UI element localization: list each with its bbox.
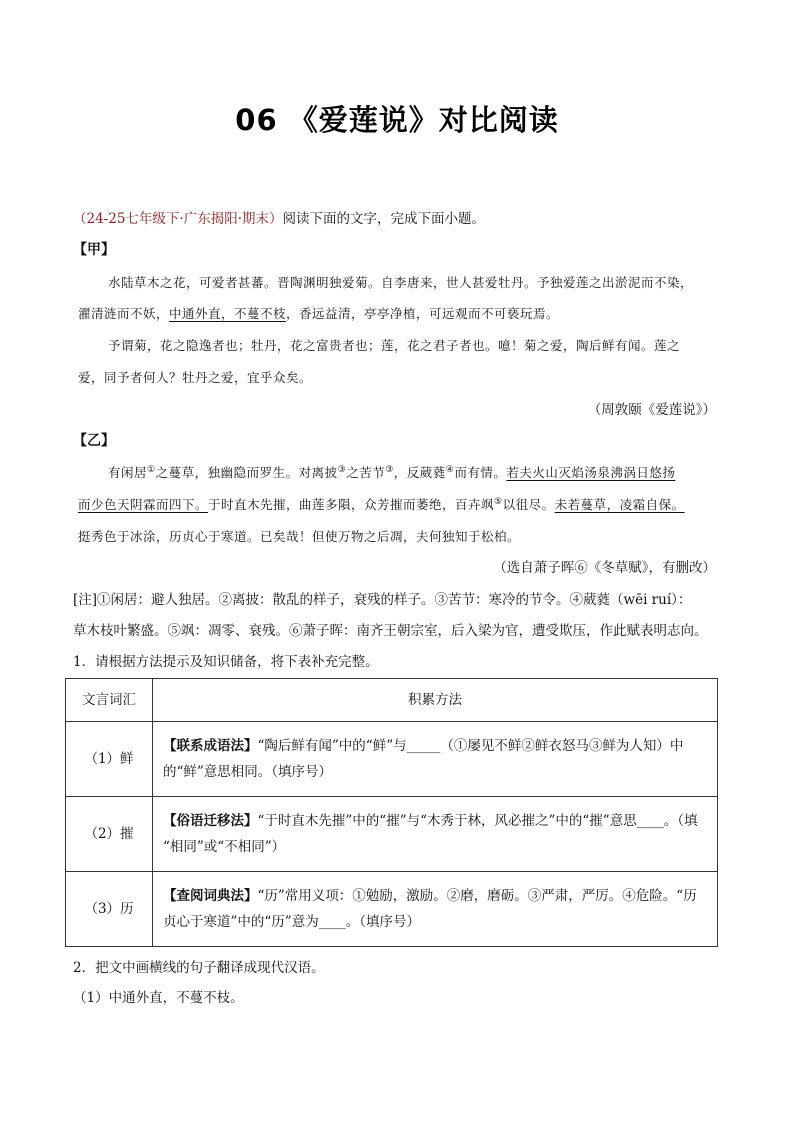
question-2-stem: 2．把文中画横线的句子翻译成现代汉语。	[73, 960, 325, 976]
underlined-sentence: 中通外直，不蔓不枝	[169, 306, 287, 321]
note-marker: ①	[147, 464, 156, 475]
intro-instruction: 阅读下面的文字，完成下面小题。	[282, 211, 486, 227]
table-cell-method	[153, 797, 718, 872]
yi-text: 以徂尽。	[502, 497, 555, 512]
yi-text: 有闲居	[108, 465, 148, 480]
jia-paragraph-1-line-1: 水陆草木之花，可爱者甚蕃。晋陶渊明独爱菊。自李唐来，世人甚爱牡丹。予独爱莲之出淤泥而不染，	[108, 275, 694, 290]
table-cell-word: （1）鲜	[66, 722, 153, 797]
underlined-sentence: 而少色天阴霖而四下。	[78, 497, 209, 512]
table-cell-method	[153, 872, 718, 947]
intro-line	[73, 209, 485, 229]
jia-paragraph-2-line-1: 予谓菊，花之隐逸者也；牡丹，花之富贵者也；莲，花之君子者也。噫！菊之爱，陶后鲜有闻。莲之	[108, 338, 681, 353]
yi-text: 于时直木先摧，曲莲多隕，众芳摧而萎绝，百卉飒	[208, 497, 495, 512]
yi-text: 之蔓草，独幽隐而罗生。对离披	[155, 465, 338, 480]
yi-text: 而有情。	[454, 465, 507, 480]
source-reference: （24-25七年级下·广东揭阳·期末）	[73, 211, 283, 227]
question-2-sub-1: （1）中通外直，不蔓不枝。	[73, 990, 244, 1006]
method-tag: 【俗语迁移法】	[163, 813, 258, 829]
underlined-sentence: 未若蔓草，凌霜自保。	[554, 497, 685, 512]
jia-paragraph-2-line-2: 爱，同予者何人？牡丹之爱，宜乎众矣。	[78, 370, 313, 385]
note-marker: ③	[385, 464, 394, 475]
method-text: “陶后鲜有闻”中的“鲜”与_____（①屡见不鲜②鲜衣怒马③鲜为人知）中	[257, 738, 684, 754]
note-marker: ④	[445, 464, 455, 475]
method-text: 的“鲜”意思相同。（填序号）	[163, 764, 333, 780]
question-1-stem: 1．请根据方法提示及知识储备，将下表补充完整。	[73, 654, 379, 670]
table-row	[66, 797, 718, 872]
underlined-sentence: 若夫火山灭焰汤泉沸涡日悠扬	[506, 465, 676, 480]
method-tag: 【联系成语法】	[163, 738, 258, 754]
method-text: “相同”或“不相同”）	[163, 839, 286, 855]
yi-line-1	[108, 463, 675, 483]
jia-source: （周敦颐《爱莲说》）	[587, 402, 716, 418]
method-text: “于时直木先摧”中的“摧”与“木秀于林，风必摧之”中的“摧”意思____。（填	[257, 813, 698, 829]
method-text: “历”常用义项：①勉励，激励。②磨，磨砺。③严肃，严厉。④危险。“历	[257, 888, 697, 904]
note-marker: ⑤	[494, 496, 503, 507]
section-jia-label: 【甲】	[73, 242, 115, 258]
yi-text: 之苦节	[346, 465, 386, 480]
method-text: 贞心于寒道”中的“历”意为____。（填序号）	[163, 914, 420, 930]
note-marker: ③	[337, 464, 347, 475]
table-header-method: 积累方法	[153, 679, 718, 722]
vocabulary-table	[65, 678, 718, 947]
table-cell-word: （3）历	[66, 872, 153, 947]
section-yi-label: 【乙】	[73, 433, 115, 449]
table-header-row	[66, 679, 718, 722]
yi-source: （选自萧子晖⑥《冬草赋》，有删改）	[493, 560, 716, 576]
yi-text: ，反葳蕤	[393, 465, 446, 480]
method-tag: 【查阅词典法】	[163, 888, 258, 904]
jia-text: 濯清涟而不妖，	[78, 306, 170, 321]
jia-text: ，香远益清，亭亭净植，可远观而不可亵玩焉。	[286, 306, 560, 321]
yi-line-3: 挺秀色于冰涂，历贞心于寒道。已矣哉！但使万物之后凋，夫何独知于松柏。	[78, 529, 521, 544]
annotation-line-2: 草木枝叶繁盛。⑤飒：凋零、衰残。⑥萧子晖：南齐王朝宗室，后入梁为官，遭受欺压，作此赋表明志向。	[73, 623, 708, 639]
table-row	[66, 722, 718, 797]
yi-line-2	[78, 495, 685, 515]
jia-paragraph-1-line-2	[78, 304, 559, 324]
table-cell-method	[153, 722, 718, 797]
page-title: 06 《爱莲说》对比阅读	[235, 103, 559, 137]
table-cell-word: （2）摧	[66, 797, 153, 872]
annotation-line-1: [注]①闲居：避人独居。②离披：散乱的样子，衰残的样子。③苦节：寒冷的节令。④葳蕤（wēi ruí）：	[73, 592, 692, 608]
table-header-word: 文言词汇	[66, 679, 153, 722]
table-row	[66, 872, 718, 947]
